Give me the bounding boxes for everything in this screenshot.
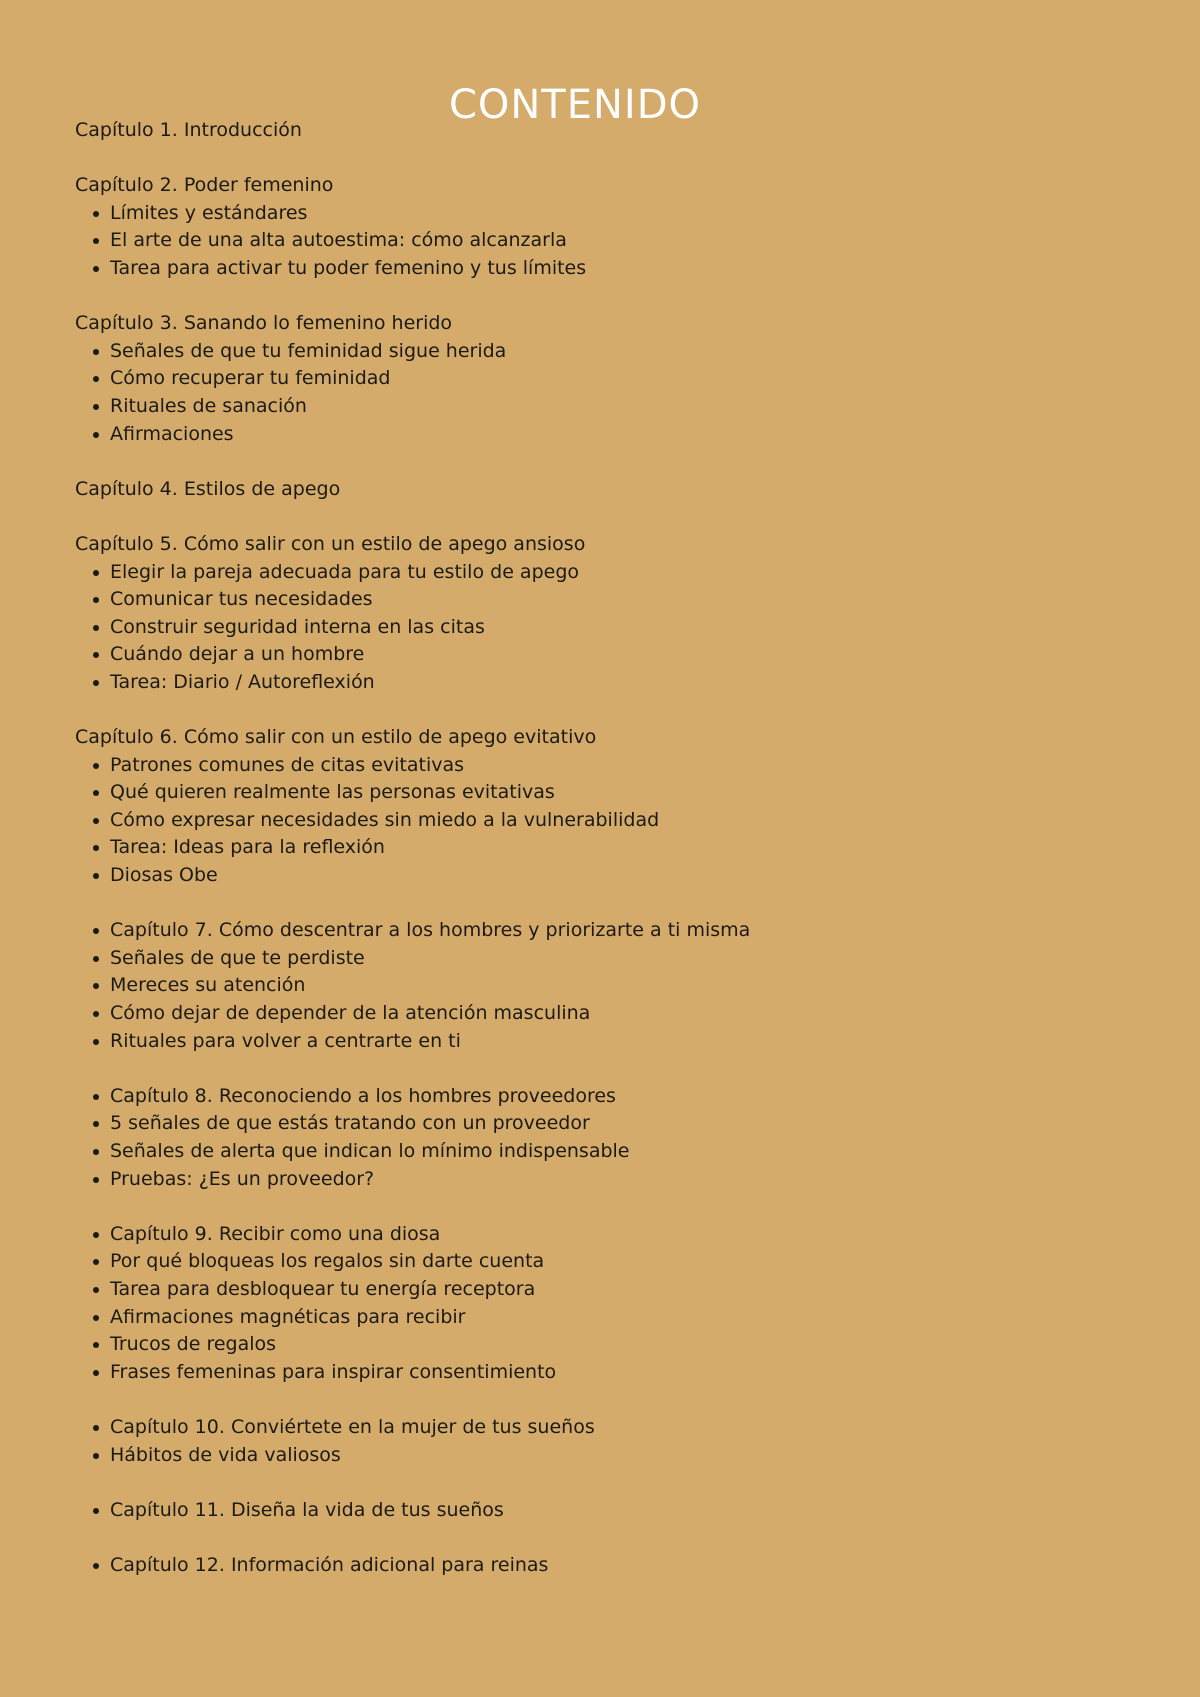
chapter-item-list [75,1083,1135,1193]
list-item: 5 señales de que estás tratando con un proveedor [75,1110,1135,1138]
list-item: Trucos de regalos [75,1331,1135,1359]
toc-section [75,724,1135,890]
list-item: Cómo dejar de depender de la atención masculina [75,1000,1135,1028]
toc-section [75,310,1135,448]
chapter-heading: Capítulo 4. Estilos de apego [75,477,341,500]
toc-section [75,172,1135,282]
list-item: Construir seguridad interna en las citas [75,614,1135,642]
chapter-heading: Capítulo 1. Introducción [75,119,302,141]
chapter-item-list [75,200,1135,283]
list-item: Capítulo 9. Recibir como una diosa [75,1221,1135,1249]
list-item: Capítulo 12. Información adicional para reinas [75,1552,1135,1580]
list-item: Cómo recuperar tu feminidad [75,365,1135,393]
list-item: Capítulo 8. Reconociendo a los hombres proveedores [75,1083,1135,1111]
chapter-item-list [75,752,1135,890]
chapter-heading: Capítulo 5. Cómo salir con un estilo de apego ansioso [75,532,586,555]
toc-section [75,1497,1135,1525]
list-item: Diosas Obe [75,862,1135,890]
list-item: Tarea para desbloquear tu energía receptora [75,1276,1135,1304]
chapter-item-list [75,1497,1135,1525]
list-item: Cómo expresar necesidades sin miedo a la vulnerabilidad [75,807,1135,835]
list-item: Tarea para activar tu poder femenino y tus límites [75,255,1135,283]
chapter-item-list [75,1414,1135,1469]
list-item: Afirmaciones magnéticas para recibir [75,1304,1135,1332]
list-item: Tarea: Ideas para la reflexión [75,834,1135,862]
toc-section [75,1221,1135,1387]
chapter-item-list [75,1221,1135,1387]
list-item: Pruebas: ¿Es un proveedor? [75,1166,1135,1194]
list-item: Hábitos de vida valiosos [75,1442,1135,1470]
page-title: CONTENIDO [448,82,702,128]
list-item: Rituales para volver a centrarte en ti [75,1028,1135,1056]
chapter-item-list [75,917,1135,1055]
list-item: Rituales de sanación [75,393,1135,421]
toc-section [75,531,1135,697]
chapter-item-list [75,338,1135,448]
list-item: Capítulo 7. Cómo descentrar a los hombres y priorizarte a ti misma [75,917,1135,945]
toc-section [75,1083,1135,1193]
table-of-contents [75,117,1135,1607]
toc-section [75,476,1135,504]
chapter-heading: Capítulo 3. Sanando lo femenino herido [75,312,453,335]
chapter-item-list [75,559,1135,697]
list-item: Elegir la pareja adecuada para tu estilo de apego [75,559,1135,587]
list-item: Señales de alerta que indican lo mínimo indispensable [75,1138,1135,1166]
toc-section [75,1414,1135,1469]
list-item: El arte de una alta autoestima: cómo alcanzarla [75,227,1135,255]
list-item: Límites y estándares [75,200,1135,228]
list-item: Qué quieren realmente las personas evitativas [75,779,1135,807]
list-item: Afirmaciones [75,421,1135,449]
list-item: Capítulo 10. Conviértete en la mujer de tus sueños [75,1414,1135,1442]
list-item: Mereces su atención [75,972,1135,1000]
list-item: Señales de que te perdiste [75,945,1135,973]
list-item: Comunicar tus necesidades [75,586,1135,614]
toc-section [75,117,1135,145]
list-item: Patrones comunes de citas evitativas [75,752,1135,780]
chapter-heading: Capítulo 2. Poder femenino [75,174,334,197]
list-item: Señales de que tu feminidad sigue herida [75,338,1135,366]
list-item: Tarea: Diario / Autoreflexión [75,669,1135,697]
chapter-heading: Capítulo 6. Cómo salir con un estilo de apego evitativo [75,726,597,749]
toc-section [75,917,1135,1055]
list-item: Cuándo dejar a un hombre [75,641,1135,669]
chapter-item-list [75,1552,1135,1580]
list-item: Por qué bloqueas los regalos sin darte cuenta [75,1248,1135,1276]
list-item: Frases femeninas para inspirar consentimiento [75,1359,1135,1387]
list-item: Capítulo 11. Diseña la vida de tus sueños [75,1497,1135,1525]
toc-section [75,1552,1135,1580]
